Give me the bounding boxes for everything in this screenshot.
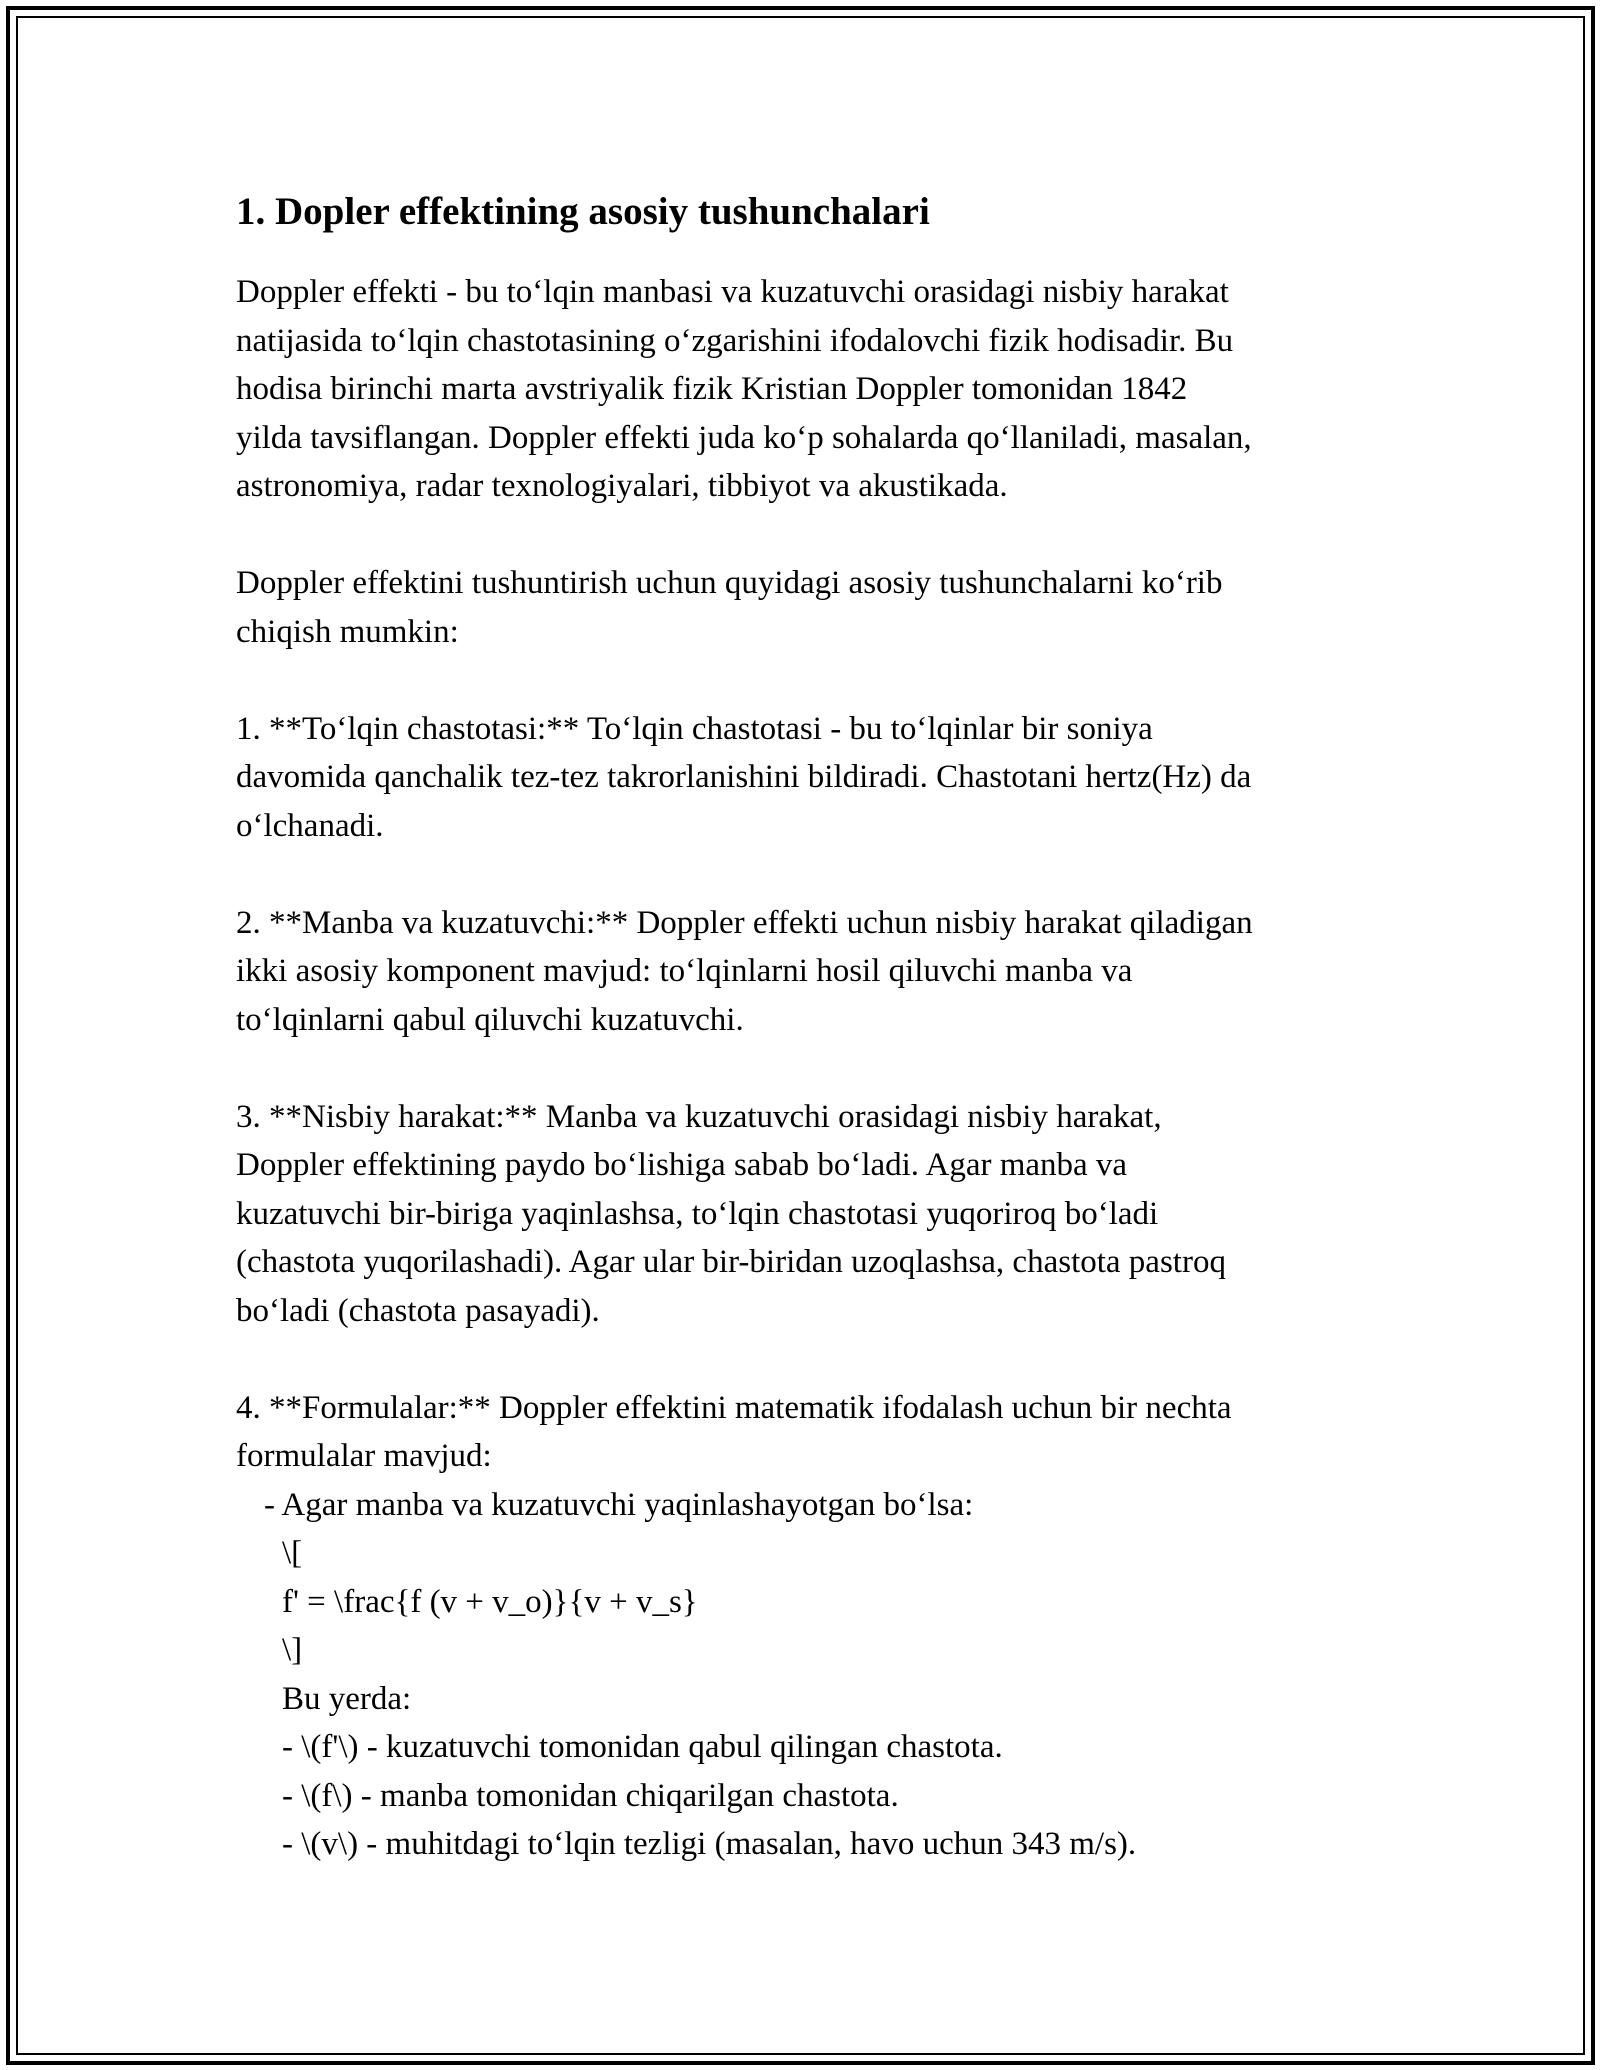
text-line: 2. **Manba va kuzatuvchi:** Doppler effekti uchun nisbiy harakat qiladigan [236,904,1253,941]
paragraph-gap [236,850,1386,899]
definition-item: - \(v\) - muhitdagi to‘lqin tezligi (masalan, havo uchun 343 m/s). [282,1826,1137,1862]
formula-body: f' = \frac{f (v + v_o)}{v + v_s} [282,1583,698,1620]
text-line: 1. **To‘lqin chastotasi:** To‘lqin chastotasi - bu to‘lqinlar bir soniya [236,710,1153,747]
paragraph-gap [236,1335,1386,1384]
formula-open: \[ [282,1535,303,1571]
text-line: kuzatuvchi bir-biriga yaqinlashsa, to‘lqin chastotasi yuqoriroq bo‘ladi [236,1195,1159,1232]
text-line: davomida qanchalik tez-tez takrorlanishini bildiradi. Chastotani hertz(Hz) da [236,759,1252,795]
list-item-3 [236,1093,1386,1336]
section-heading: 1. Dopler effektining asosiy tushunchalari [236,190,930,233]
formula-close: \] [282,1632,303,1668]
text-line: Doppler effektini tushuntirish uchun quyidagi asosiy tushunchalarni ko‘rib [236,565,1223,601]
text-line: yilda tavsiflangan. Doppler effekti juda ko‘p sohalarda qo‘llaniladi, masalan, [236,419,1252,456]
where-label: Bu yerda: [282,1680,412,1717]
intro-paragraph [236,268,1386,511]
definition-item: - \(f'\) - kuzatuvchi tomonidan qabul qilingan chastota. [282,1729,1003,1765]
list-item-1 [236,705,1386,851]
text-line: ikki asosiy komponent mavjud: to‘lqinlarni hosil qiluvchi manba va [236,953,1133,989]
text-line: formulalar mavjud: [236,1438,492,1474]
document-body [236,186,1386,1869]
text-line: astronomiya, radar texnologiyalari, tibbiyot va akustikada. [236,468,1008,504]
text-line: chiqish mumkin: [236,613,459,650]
text-line: hodisa birinchi marta avstriyalik fizik Kristian Doppler tomonidan 1842 [236,371,1188,407]
text-line: Doppler effektining paydo bo‘lishiga sabab bo‘ladi. Agar manba va [236,1147,1128,1183]
text-line: to‘lqinlarni qabul qiluvchi kuzatuvchi. [236,1001,744,1038]
paragraph-gap [236,656,1386,705]
paragraph-gap [236,511,1386,560]
text-line: (chastota yuqorilashadi). Agar ular bir-biridan uzoqlashsa, chastota pastroq [236,1244,1226,1280]
text-line: 3. **Nisbiy harakat:** Manba va kuzatuvchi orasidagi nisbiy harakat, [236,1098,1162,1135]
text-line: Doppler effekti - bu to‘lqin manbasi va kuzatuvchi orasidagi nisbiy harakat [236,274,1229,310]
lead-paragraph [236,559,1386,656]
list-item-4 [236,1384,1386,1869]
text-line: bo‘ladi (chastota pasayadi). [236,1292,600,1329]
text-line: natijasida to‘lqin chastotasining o‘zgarishini ifodalovchi fizik hodisadir. Bu [236,322,1234,359]
paragraph-gap [236,1044,1386,1093]
list-item-2 [236,899,1386,1045]
sub-item: - Agar manba va kuzatuvchi yaqinlashayotgan bo‘lsa: [264,1486,974,1523]
text-line: o‘lchanadi. [236,807,384,844]
definition-item: - \(f\) - manba tomonidan chiqarilgan chastota. [282,1777,899,1814]
text-line: 4. **Formulalar:** Doppler effektini matematik ifodalash uchun bir nechta [236,1389,1232,1426]
